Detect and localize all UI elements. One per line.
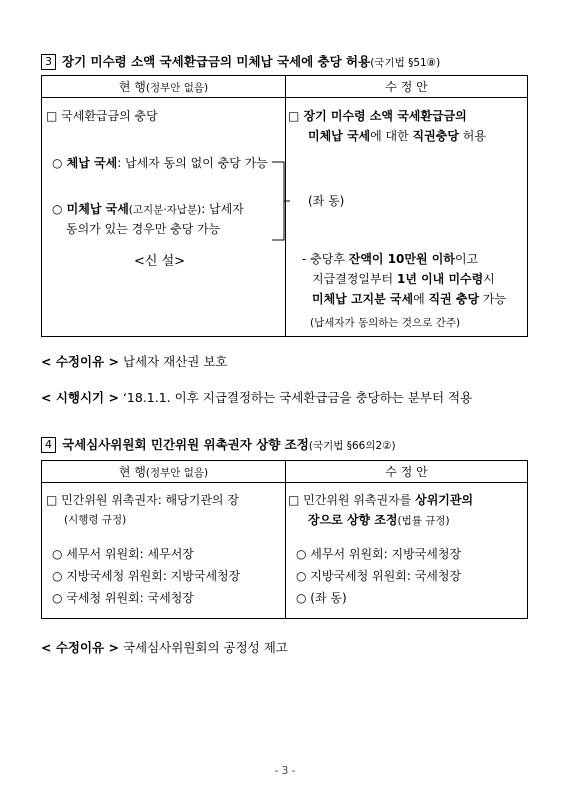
section4-current-item: □ 민간위원 위촉권자: 해당기관의 장 <box>46 493 239 507</box>
section4-ref: (국기법 §66의2②) <box>308 440 396 452</box>
section3-revised-line1: □ 장기 미수령 소액 국세환급금의 <box>288 109 467 123</box>
section3-revised-line2: 미체납 국세에 대한 직권충당 허용 <box>308 129 486 143</box>
section3-revised-note: (납세자가 동의하는 것으로 간주) <box>310 317 461 329</box>
list-item: ○ 지방국세청 위원회: 국세청장 <box>296 569 462 583</box>
effective-label: < 시행시기 > <box>41 390 119 405</box>
section3-revised-dash-line2: 지급결정일부터 1년 이내 미수령시 <box>312 272 495 286</box>
section3-current-item: □ 국세환급금의 충당 <box>46 109 158 123</box>
section4-current-note: (시행령 규정) <box>64 514 127 526</box>
section4-revised-item-line2: 장으로 상향 조정(법률 규정) <box>308 513 450 527</box>
list-item: ○ 세무서 위원회: 세무서장 <box>52 547 194 561</box>
section4-number: 4 <box>41 437 56 453</box>
section3-head-revised: 수 정 안 <box>286 76 528 98</box>
section3-title-text: 장기 미수령 소액 국세환급금의 미체납 국세에 충당 허용 <box>62 54 371 69</box>
list-item: ○ 세무서 위원회: 지방국세청장 <box>296 547 462 561</box>
head-note: (정부안 없음) <box>145 467 209 479</box>
list-item: ○ (좌 동) <box>296 591 347 605</box>
section4-revised-cell <box>286 483 528 619</box>
section4-head-current: 현 행(정부안 없음) <box>42 461 286 483</box>
reason-label: < 수정이유 > <box>41 640 119 655</box>
section4-reason <box>41 638 288 656</box>
reason-text: 국세심사위원회의 공정성 제고 <box>122 640 288 655</box>
head-note: (정부안 없음) <box>145 82 209 94</box>
section3-revised-cell <box>286 98 528 337</box>
section3-revised-dash-line3: 미체납 고지분 국세에 직권 충당 가능 <box>312 292 507 306</box>
section4-revised-item: □ 민간위원 위촉권자를 상위기관의 <box>288 493 474 507</box>
section3-current-sub1: ○ 체납 국세: 납세자 동의 없이 충당 가능 <box>52 156 268 170</box>
effective-text: ‘18.1.1. 이후 지급결정하는 국세환급금을 충당하는 분부터 적용 <box>122 390 473 405</box>
list-item: ○ 지방국세청 위원회: 지방국세청장 <box>52 569 241 583</box>
list-item: ○ 국세청 위원회: 국세청장 <box>52 591 194 605</box>
section3-effective <box>41 388 472 406</box>
page-number: - 3 - <box>274 765 296 777</box>
section4-title <box>41 435 396 453</box>
section4-compare-table <box>41 460 528 619</box>
section3-revised-dash-line1: - 충당후 잔액이 10만원 이하이고 <box>302 252 479 266</box>
section3-new-label: <신 설> <box>134 254 186 269</box>
section3-current-cell <box>42 98 286 337</box>
section3-revised-same: (좌 동) <box>308 194 345 208</box>
section4-head-revised: 수 정 안 <box>286 461 528 483</box>
section3-number: 3 <box>41 54 56 70</box>
section3-title <box>41 52 440 70</box>
section3-ref: (국기법 §51⑧) <box>370 57 441 69</box>
section3-current-sub2-line2: 동의가 있는 경우만 충당 가능 <box>66 222 221 236</box>
reason-label: < 수정이유 > <box>41 354 119 369</box>
section3-compare-table <box>41 75 528 337</box>
reason-text: 납세자 재산권 보호 <box>122 354 228 369</box>
section3-head-current: 현 행(정부안 없음) <box>42 76 286 98</box>
section3-current-sub2: ○ 미체납 국세(고지분·자납분): 납세자 <box>52 202 244 216</box>
section4-current-cell <box>42 483 286 619</box>
section3-reason <box>41 352 228 370</box>
section4-title-text: 국세심사위원회 민간위원 위촉권자 상향 조정 <box>62 437 309 452</box>
